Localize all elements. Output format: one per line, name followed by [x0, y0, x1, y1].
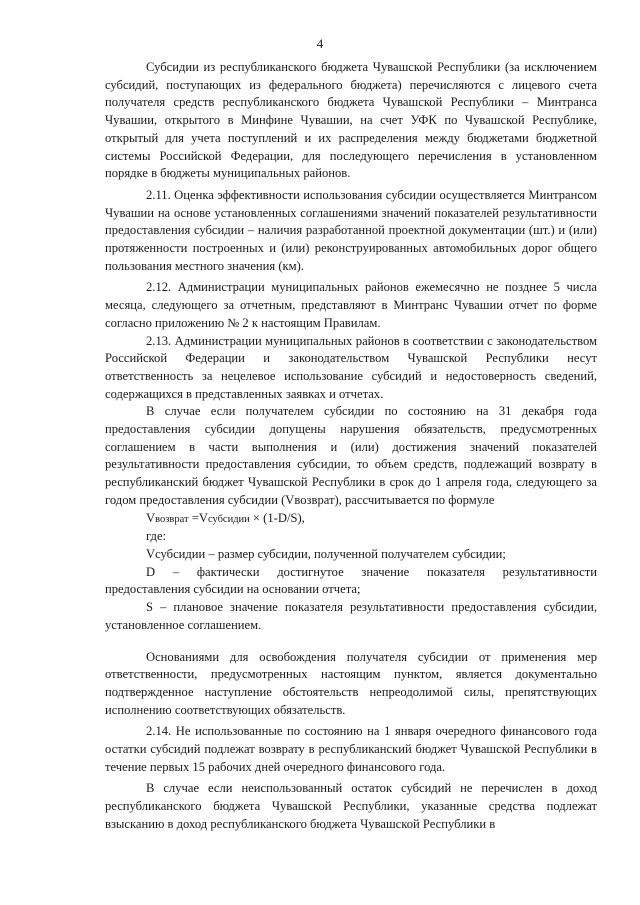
def-v-subscript: субсидии	[155, 546, 206, 561]
where-label: где:	[146, 529, 167, 544]
paragraph-2-12: 2.12. Администрации муниципальных районов ежемесячно не позднее 5 числа месяца, следующего за отчетным, представляют в Минтранс Чувашии отчет по форме согласно приложению № 2 к настоящим Правилам.	[105, 280, 597, 330]
formula-v-subscript: возврат	[155, 513, 189, 525]
formula-tail: × (1-D/S),	[249, 510, 305, 525]
paragraph-2-11: 2.11. Оценка эффективности использования субсидии осуществляется Минтрансом Чувашии на основе установленных соглашениями значений показателей результативности предоставления субсидии – наличия разработанной проектной документации (шт.) и (или) протяженности построенных и (или) реконструированных автомобильных дорог общего пользования местного значения (км).	[105, 187, 597, 273]
paragraph-subsidy-transfer: Субсидии из республиканского бюджета Чувашской Республики (за исключением субсидий, поступающих из федерального бюджета) перечисляются с лицевого счета получателя средств республиканского бюджета Чувашской Республики – Минтранса Чувашии, открытого в Минфине Чувашии, на счет УФК по Чувашской Республике, открытый для учета поступлений и их распределения между бюджетами бюджетной системы Российской Федерации, для последующего перечисления в установленном порядке в бюджеты муниципальных районов.	[105, 60, 597, 181]
def-v-text: – размер субсидии, полученной получателем субсидии;	[205, 546, 506, 561]
spacer	[105, 635, 597, 649]
paragraph-2-13: 2.13. Администрации муниципальных районов в соответствии с законодательством Российской Федерации и законодательством Чувашской Республики несут ответственность за нецелевое использование субсидий и недостоверность сведений, содержащихся в представленных заявках и отчетах.	[105, 333, 597, 401]
definition-v	[105, 546, 597, 564]
document-body	[105, 59, 597, 834]
paragraph-violation-case: В случае если получателем субсидии по состоянию на 31 декабря года предоставления субсидии допущены нарушения обязательств, предусмотренных соглашением в части выполнения и (или) достижения значений показателей результативности предоставления субсидии, то объем средств, подлежащий возврату в республиканский бюджет Чувашской Республики в срок до 1 апреля года, следующего за годом предоставления субсидии (Vвозврат), рассчитывается по формуле	[105, 404, 597, 507]
formula	[105, 510, 597, 529]
paragraph-unused-balance: В случае если неиспользованный остаток субсидий не перечислен в доход республиканского бюджета Чувашской Республики, указанные средства подлежат взысканию в доход республиканского бюджета Чувашской Республики в	[105, 781, 597, 831]
definition-s: S – плановое значение показателя результативности предоставления субсидии, установленное соглашением.	[105, 600, 597, 632]
def-v-symbol: V	[146, 546, 156, 561]
formula-v: V	[146, 510, 156, 525]
page-number: 4	[316, 36, 324, 51]
paragraph-exemption-grounds: Основаниями для освобождения получателя субсидии от применения мер ответственности, предусмотренных настоящим пунктом, является документально подтвержденное наступление обстоятельств непреодолимой силы, препятствующих исполнению соответствующих обязательств.	[105, 649, 597, 717]
definition-d: D – фактически достигнутое значение показателя результативности предоставления субсидии на основании отчета;	[105, 564, 597, 597]
formula-equals: =V	[188, 510, 208, 525]
paragraph-2-14: 2.14. Не использованные по состоянию на 1 января очередного финансового года остатки субсидий подлежат возврату в республиканский бюджет Чувашской Республики в течение первых 15 рабочих дней очередного финансового года.	[105, 724, 597, 774]
formula-subsidy-subscript: субсидии	[207, 513, 250, 525]
